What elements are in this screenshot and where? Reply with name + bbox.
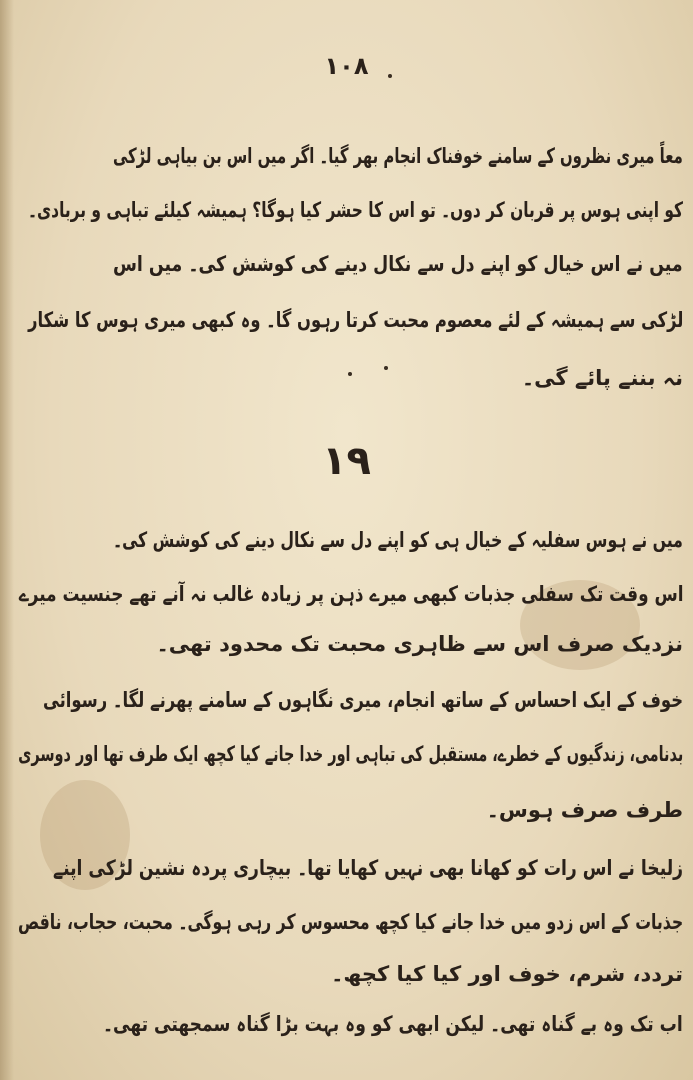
text-line: خوف کے ایک احساس کے ساتھ انجام، میری نگاہوں کے سامنے پھرنے لگا۔ رسوائی bbox=[42, 688, 683, 712]
ink-speck bbox=[348, 372, 352, 376]
text-line: کو اپنی ہوس پر قربان کر دوں۔ تو اس کا حشر کیا ہوگا؟ ہمیشہ کیلئے تباہی و بربادی۔ bbox=[28, 198, 683, 222]
ink-speck bbox=[384, 366, 388, 370]
page-shadow-edge bbox=[0, 0, 14, 1080]
text-line: بدنامی، زندگیوں کے خطرے، مستقبل کی تباہی اور خدا جانے کیا کچھ ایک طرف تھا اور دوسری bbox=[17, 742, 683, 766]
text-line: اس وقت تک سفلی جذبات کبھی میرے ذہن پر زیادہ غالب نہ آنے تھے جنسیت میرے bbox=[18, 582, 683, 606]
text-line: نہ بننے پائے گی۔ bbox=[521, 366, 683, 390]
text-line: میں نے اس خیال کو اپنے دل سے نکال دینے کی کوشش کی۔ میں اس bbox=[113, 252, 683, 276]
text-line: جذبات کے اس زدو میں خدا جانے کیا کچھ محسوس کر رہی ہوگی۔ محبت، حجاب، ناقص bbox=[17, 910, 683, 934]
text-line: تردد، شرم، خوف اور کیا کیا کچھ۔ bbox=[331, 962, 683, 986]
text-line: نزدیک صرف اس سے ظاہری محبت تک محدود تھی۔ bbox=[156, 632, 683, 656]
text-line: زلیخا نے اس رات کو کھانا بھی نہیں کھایا تھا۔ بیچاری پردہ نشین لڑکی اپنے bbox=[52, 856, 683, 880]
text-line: لڑکی سے ہمیشہ کے لئے معصوم محبت کرتا رہوں گا۔ وہ کبھی میری ہوس کا شکار bbox=[27, 308, 683, 332]
page-number: ۱۰۸ bbox=[324, 52, 369, 80]
chapter-number: ۱۹ bbox=[322, 438, 371, 484]
text-line: معاً میری نظروں کے سامنے خوفناک انجام بھر گیا۔ اگر میں اس بن بیاہی لڑکی bbox=[113, 144, 683, 168]
text-line: اب تک وہ بے گناہ تھی۔ لیکن ابھی کو وہ بہت بڑا گناہ سمجھتی تھی۔ bbox=[103, 1012, 683, 1036]
text-line: میں نے ہوس سفلیہ کے خیال ہی کو اپنے دل سے نکال دینے کی کوشش کی۔ bbox=[113, 528, 683, 552]
text-line: طرف صرف ہوس۔ bbox=[486, 798, 683, 822]
